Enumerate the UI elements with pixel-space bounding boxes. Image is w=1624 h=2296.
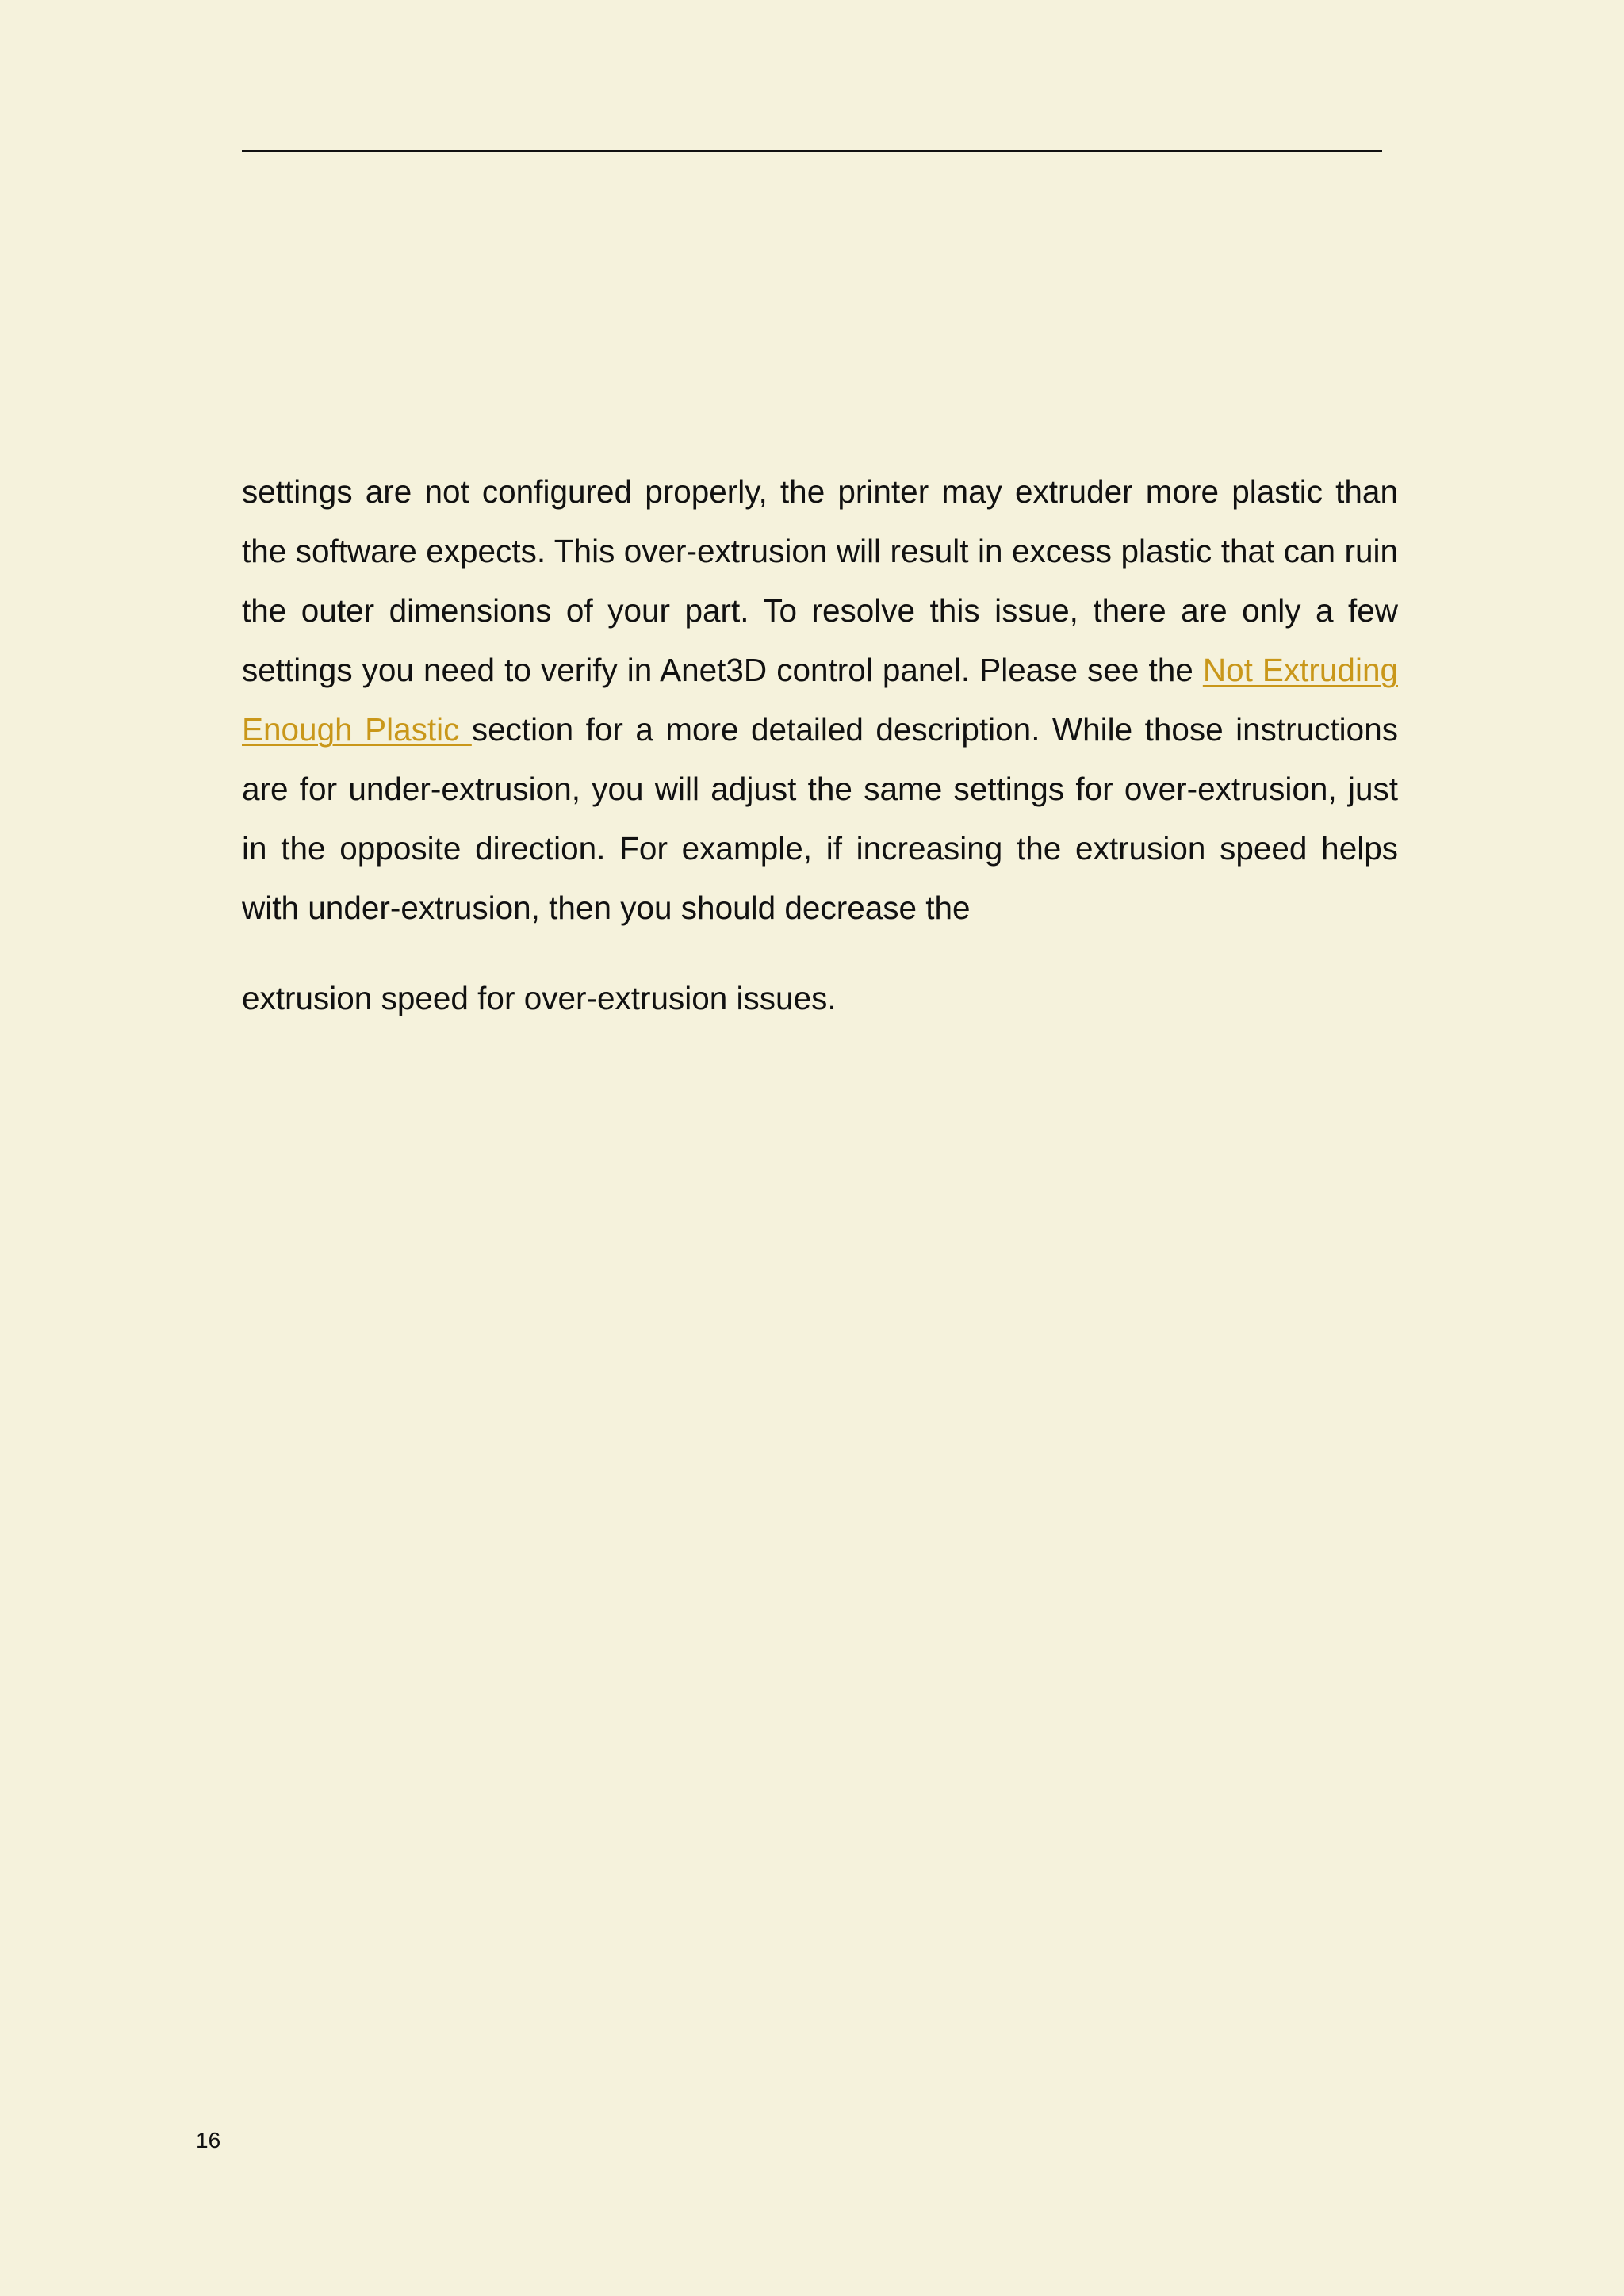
not-extruding-enough-plastic-link[interactable]: Not Extruding Enough Plastic (242, 652, 1398, 748)
paragraph-continuation: extrusion speed for over-extrusion issues. (242, 980, 837, 1016)
body-paragraph (242, 462, 1398, 938)
paragraph-text-before-link: settings are not configured properly, the printer may extruder more plastic than the software expects. This over-extrusion will result in excess plastic that can ruin the outer dimensions of your part. To resolve this issue, there are only a few settings you need to verify in Anet3D control panel. Please see the (242, 473, 1398, 688)
page-number: 16 (196, 2128, 221, 2152)
paragraph-text-after-link: section for a more detailed description. While those instructions are for under-extrusion, you will adjust the same settings for over-extrusion, just in the opposite direction. For example, if increasing the extrusion speed helps with under-extrusion, then you should decrease the (242, 711, 1398, 926)
header-rule (242, 150, 1382, 152)
